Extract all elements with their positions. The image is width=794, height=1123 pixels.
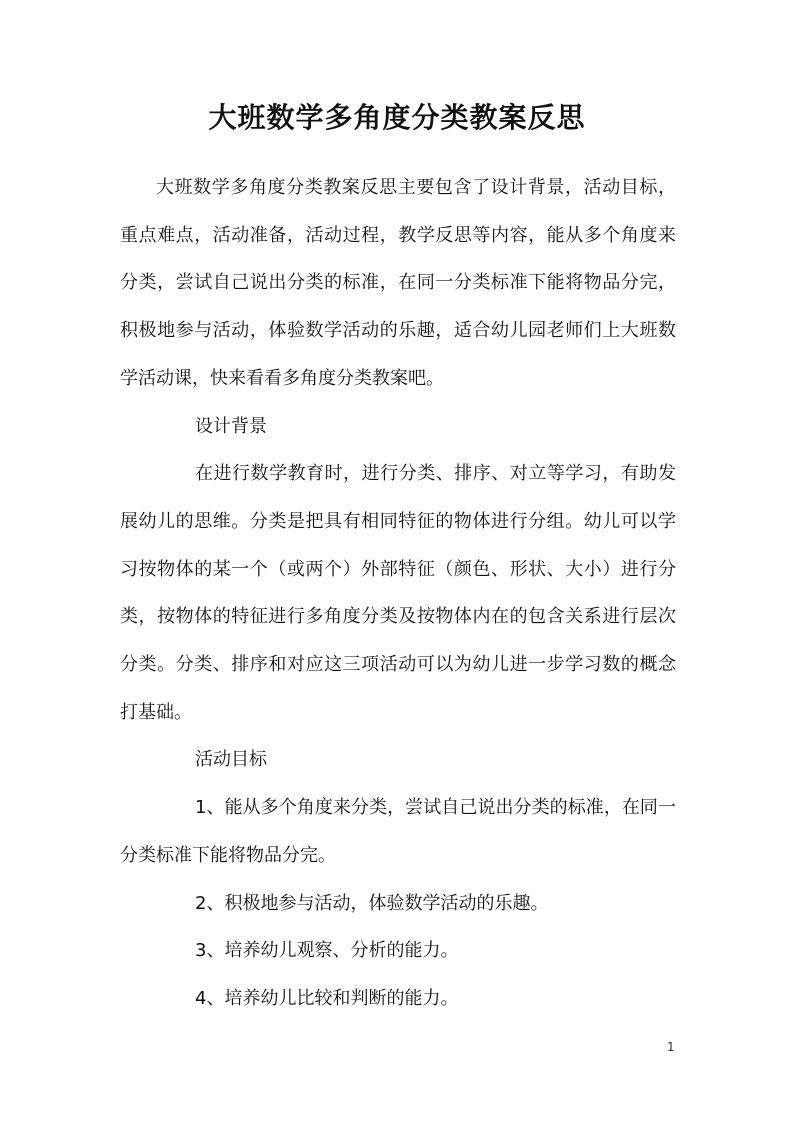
document-body xyxy=(120,164,676,1023)
goal-item-2: 2、积极地参与活动，体验数学活动的乐趣。 xyxy=(195,892,549,914)
section-heading-activity-goals: 活动目标 xyxy=(195,749,267,771)
page-title: 大班数学多角度分类教案反思 xyxy=(208,101,586,134)
goal-item-4: 4、培养幼儿比较和判断的能力。 xyxy=(195,987,459,1009)
section-heading-design-background: 设计背景 xyxy=(195,415,267,437)
goal-item-3: 3、培养幼儿观察、分析的能力。 xyxy=(195,940,459,962)
intro-paragraph: 大班数学多角度分类教案反思主要包含了设计背景，活动目标，重点难点，活动准备，活动过程，教学反思等内容，能从多个角度来分类，尝试自己说出分类的标准，在同一分类标准下能将物品分完，积极地参与活动，体验数学活动的乐趣，适合幼儿园老师们上大班数学活动课，快来看看多角度分类教案吧。 xyxy=(120,177,676,389)
page-number: 1 xyxy=(667,1040,675,1054)
goal-item-1: 1、能从多个角度来分类，尝试自己说出分类的标准，在同一分类标准下能将物品分完。 xyxy=(120,797,676,866)
design-background-paragraph: 在进行数学教育时，进行分类、排序、对立等学习，有助发展幼儿的思维。分类是把具有相同特征的物体进行分组。幼儿可以学习按物体的某一个（或两个）外部特征（颜色、形状、大小）进行分类，按物体的特征进行多角度分类及按物体内在的包含关系进行层次分类。分类、排序和对应这三项活动可以为幼儿进一步学习数的概念打基础。 xyxy=(120,463,676,723)
